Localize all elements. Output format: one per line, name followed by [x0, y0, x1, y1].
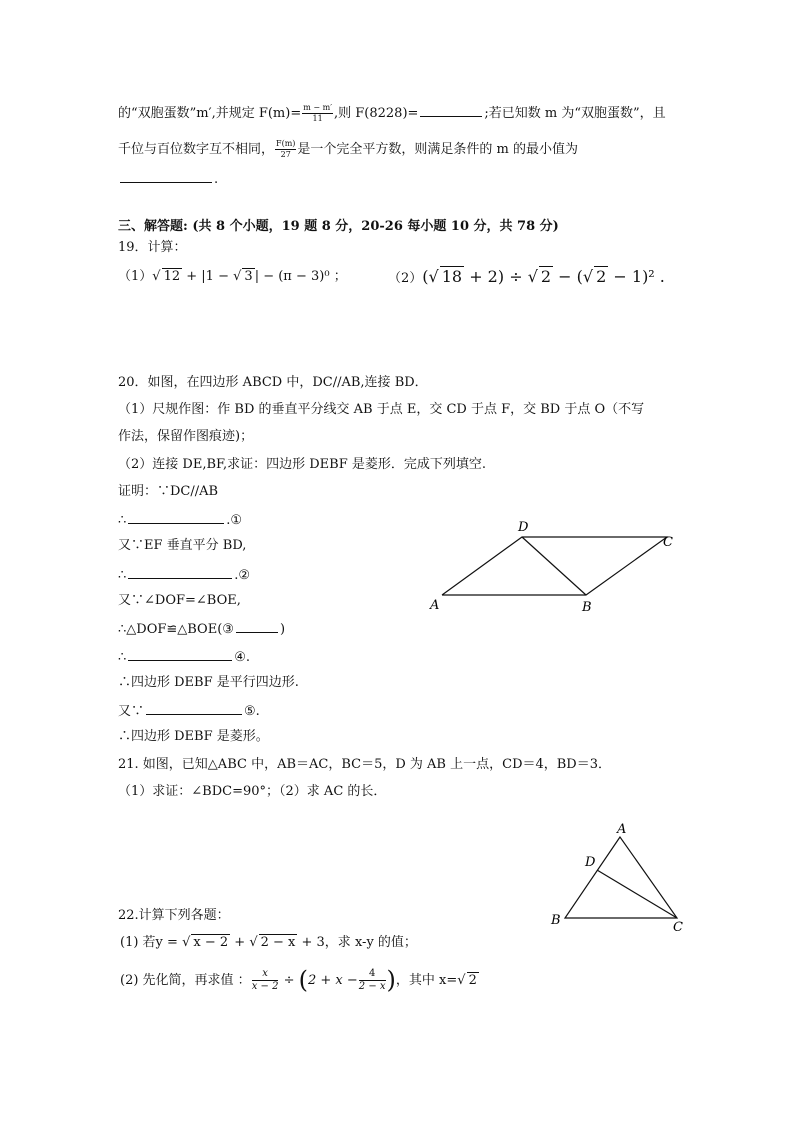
text: ⑤. [244, 704, 260, 719]
q21-parts: （1）求证：∠BDC=90°；（2）求 AC 的长． [118, 784, 387, 799]
text: .② [234, 568, 251, 583]
proof-line-0: 证明：∵DC//AB [118, 484, 219, 499]
text: ,则 F(8228)= [334, 106, 419, 121]
label: （1） [118, 269, 153, 284]
text: ;若已知数 m 为“双胞蛋数”，且 [484, 106, 666, 121]
paren-open: ( [298, 966, 308, 994]
fraction-fm [275, 140, 296, 159]
frac-den: 11 [312, 114, 323, 123]
text: − 1)² . [613, 267, 665, 286]
fraction-4 [359, 969, 386, 992]
label-B: B [551, 913, 561, 928]
q18-line2 [118, 140, 578, 159]
segment-CD [597, 870, 677, 918]
expr [422, 267, 665, 286]
proof-blank-5[interactable] [146, 702, 242, 715]
q19-part1: （1）√ 12 + |1 − √ 3 | − (π − 3)⁰ ； [118, 269, 347, 284]
text: 是一个完全平方数，则满足条件的 m 的最小值为 [297, 142, 578, 157]
text: − (π − 3)⁰ ； [263, 269, 347, 284]
proof-line-4: 又∵∠DOF=∠BOE, [118, 593, 241, 608]
triangle-ABC [565, 837, 677, 918]
paren-close: ) [386, 966, 396, 994]
proof-line-1 [118, 511, 242, 529]
frac-num: F(m) [276, 139, 296, 148]
label-B: B [582, 600, 592, 615]
text: ，其中 x= [395, 972, 458, 988]
radical-icon: √ [457, 972, 466, 988]
proof-blank-4[interactable] [128, 648, 232, 661]
q18-line1 [118, 104, 666, 123]
text: ④. [234, 650, 251, 665]
text: ) [279, 622, 286, 637]
radical-icon: √ [233, 269, 242, 284]
frac-num: x [252, 969, 279, 981]
label-A: A [617, 822, 627, 837]
label-C: C [673, 920, 683, 935]
text: ∴ [118, 650, 127, 665]
frac-den: 27 [280, 150, 291, 159]
radicand: 2 [468, 972, 477, 988]
text: (1) 若y = [120, 935, 178, 950]
radicand: 2 − x [260, 935, 296, 950]
text: (2) 先化简，再求值 ： [120, 972, 251, 988]
proof-line-6 [118, 648, 250, 666]
text: ∴ [118, 568, 127, 583]
radical-icon: √ [582, 267, 594, 286]
q21-figure [545, 820, 695, 935]
text: 的“双胞蛋数”m′,并规定 F(m)= [118, 106, 302, 121]
frac-den: 2 − x [358, 980, 386, 992]
radical-icon: √ [527, 267, 538, 286]
proof-blank-1[interactable] [128, 511, 224, 524]
text: ( [422, 267, 429, 286]
text: .① [226, 513, 243, 528]
text: 2 + x − [308, 972, 358, 988]
text: 1 − [205, 269, 229, 284]
q22-title: 22.计算下列各题： [118, 908, 230, 923]
proof-blank-2[interactable] [128, 566, 232, 579]
radicand: 18 [441, 267, 463, 286]
proof-blank-3[interactable] [236, 620, 278, 633]
proof-line-2: 又∵EF 垂直平分 BD, [118, 538, 247, 553]
q20-figure [420, 515, 690, 620]
text: + 2) ÷ [469, 267, 523, 286]
radical-icon: √ [249, 935, 258, 950]
text: ÷ [283, 972, 295, 988]
answer-blank[interactable] [420, 104, 482, 117]
text: ∴ [118, 513, 127, 528]
text: 又∵ [118, 704, 145, 719]
radicand: 2 [540, 267, 552, 286]
q18-line3 [118, 170, 218, 188]
answer-blank[interactable] [120, 170, 212, 183]
q20-part1-b: 作法，保留作图痕迹)； [118, 429, 254, 444]
label-C: C [663, 535, 673, 550]
proof-line-3 [118, 566, 250, 584]
label: （2） [388, 271, 423, 286]
q22-part1 [120, 934, 417, 951]
q20-title: 20．如图，在四边形 ABCD 中，DC//AB,连接 BD． [118, 375, 428, 390]
q20-part2: （2）连接 DE,BF,求证：四边形 DEBF 是菱形．完成下列填空. [118, 457, 487, 472]
text: − ( [558, 267, 583, 286]
label-D: D [585, 855, 596, 870]
proof-line-7: ∴四边形 DEBF 是平行四边形. [118, 675, 299, 690]
radicand: 2 [596, 267, 607, 286]
proof-line-9: ∴四边形 DEBF 是菱形。 [118, 729, 269, 744]
proof-line-5 [118, 620, 285, 638]
q22-part2 [120, 966, 479, 995]
q21-title: 21. 如图，已知△ABC 中，AB＝AC，BC＝5，D 为 AB 上一点，CD＝4，BD＝3． [118, 757, 612, 772]
radicand: 12 [163, 269, 181, 284]
radicand: x − 2 [193, 935, 229, 950]
label-D: D [518, 520, 529, 535]
frac-num: m − m′ [303, 103, 333, 112]
text: + 3，求 x-y 的值； [301, 935, 417, 950]
text: 千位与百位数字互不相同， [118, 142, 275, 157]
text: ∴△DOF≌△BOE(③ [118, 622, 234, 637]
text: . [214, 172, 219, 187]
q19-title: 19．计算： [118, 240, 187, 255]
radical-icon: √ [182, 935, 191, 950]
frac-den: x − 2 [251, 980, 279, 992]
diagonal-BD [522, 537, 586, 595]
fraction-x [252, 969, 279, 992]
label-A: A [430, 598, 440, 613]
q19-part2 [388, 266, 665, 287]
fraction-m [302, 104, 333, 123]
radicand: 3 [244, 269, 253, 284]
q20-part1-a: （1）尺规作图：作 BD 的垂直平分线交 AB 于点 E，交 CD 于点 F，交 BD 于点 O（不写 [118, 402, 645, 417]
section-title: 三、解答题: (共 8 个小题，19 题 8 分，20-26 每小题 10 分，共 78 分) [118, 219, 559, 234]
radical-icon: √ [152, 269, 161, 284]
radical-icon: √ [428, 267, 439, 286]
frac-num: 4 [359, 969, 386, 981]
text: + [234, 935, 246, 950]
proof-line-8 [118, 702, 260, 720]
